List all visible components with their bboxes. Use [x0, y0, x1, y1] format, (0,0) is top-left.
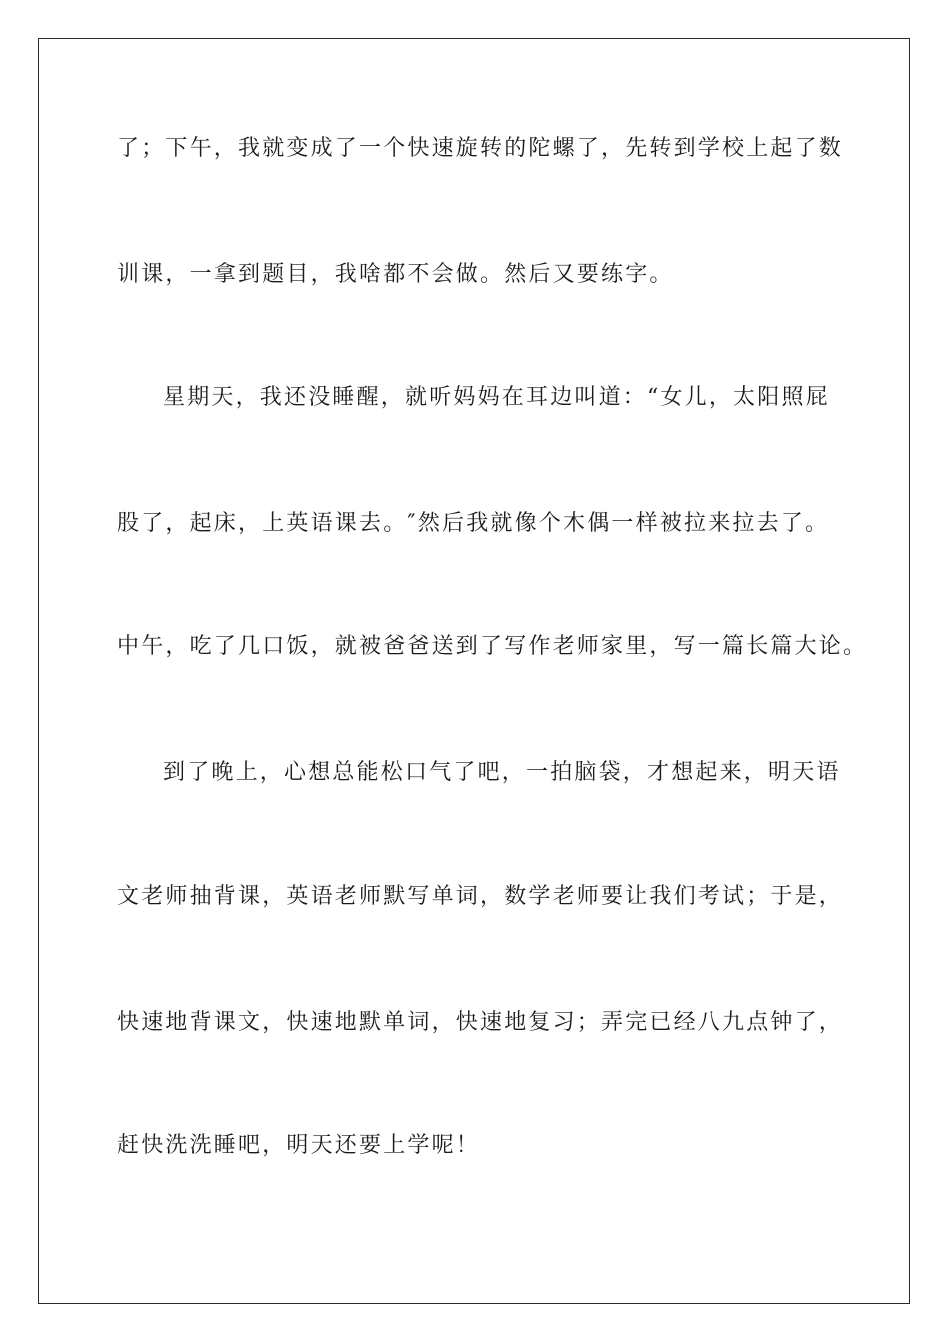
text-line-1: 了；下午，我就变成了一个快速旋转的陀螺了，先转到学校上起了数: [117, 136, 844, 161]
page-border: [38, 38, 910, 1304]
text-line-2: 训课，一拿到题目，我啥都不会做。然后又要练字。: [117, 262, 674, 287]
text-line-5: 中午，吃了几口饭，就被爸爸送到了写作老师家里，写一篇长篇大论。: [117, 634, 868, 659]
text-line-4: 股了，起床，上英语课去。″然后我就像个木偶一样被拉来拉去了。: [117, 511, 830, 536]
text-line-3: 星期天，我还没睡醒，就听妈妈在耳边叫道：“女儿，太阳照屁: [163, 385, 830, 410]
text-line-6: 到了晚上，心想总能松口气了吧，一拍脑袋，才想起来，明天语: [163, 760, 841, 785]
text-line-9: 赶快洗洗睡吧，明天还要上学呢！: [117, 1133, 481, 1158]
text-line-7: 文老师抽背课，英语老师默写单词，数学老师要让我们考试；于是，: [117, 884, 844, 909]
text-line-8: 快速地背课文，快速地默单词，快速地复习；弄完已经八九点钟了，: [117, 1010, 844, 1035]
